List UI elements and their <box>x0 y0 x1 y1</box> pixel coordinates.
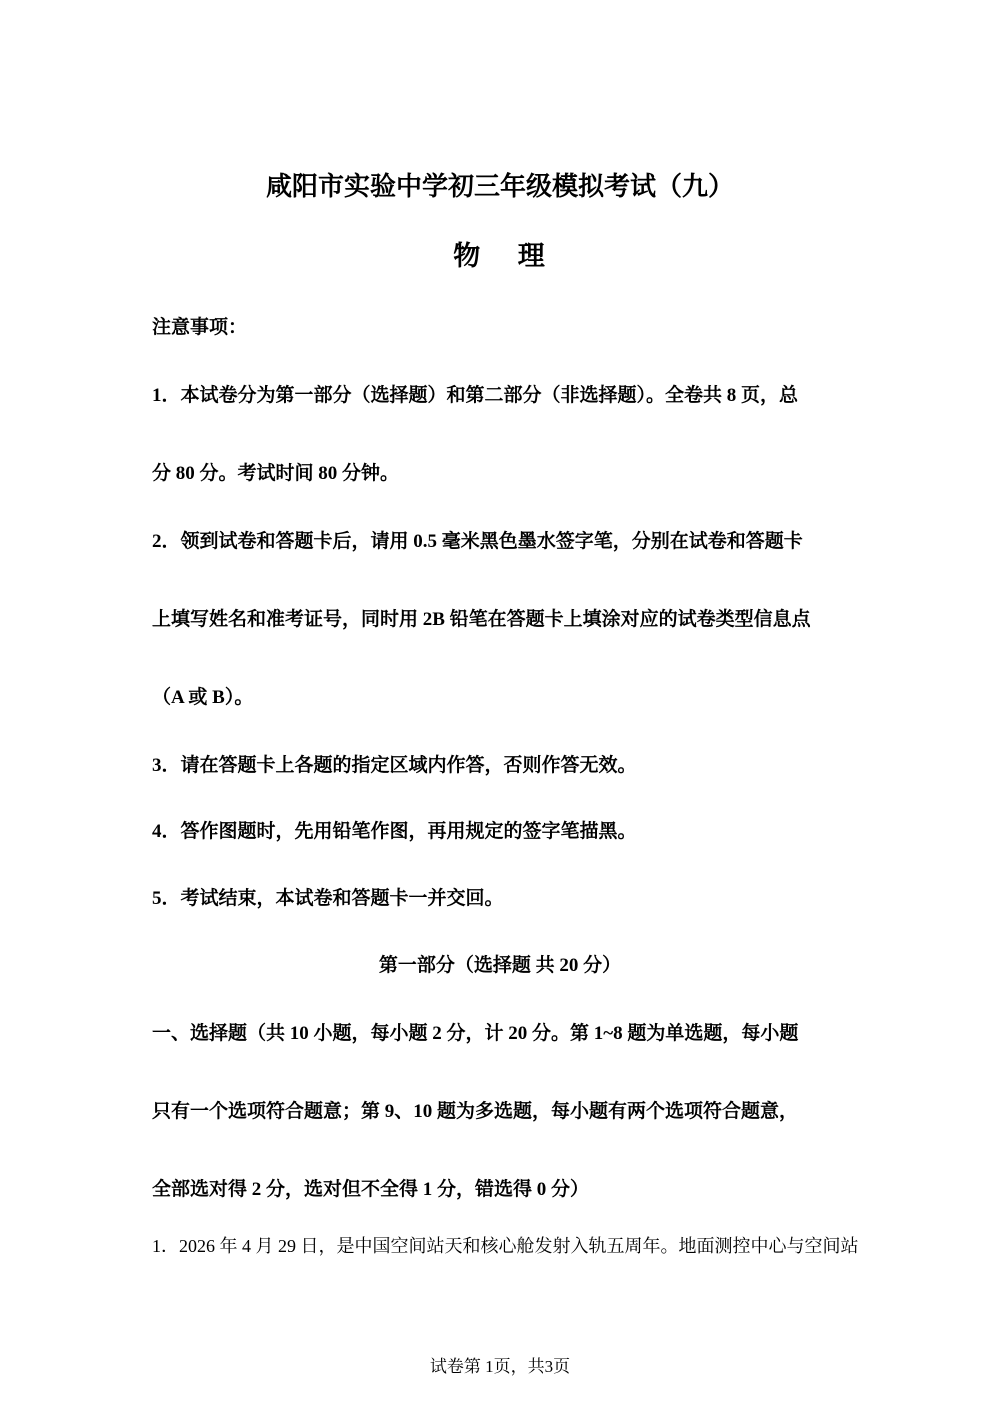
part1-heading: 第一部分（选择题 共 20 分） <box>378 955 622 976</box>
note-line: 上填写姓名和准考证号，同时用 2B 铅笔在答题卡上填涂对应的试卷类型信息点 <box>152 609 811 630</box>
section-instruction-line: 全部选对得 2 分，选对但不全得 1 分，错选得 0 分） <box>152 1179 590 1200</box>
question-1-text: 1．2026 年 4 月 29 日，是中国空间站天和核心舱发射入轨五周年。地面测控中心与空间站 <box>152 1236 859 1256</box>
note-line: 2．领到试卷和答题卡后，请用 0.5 毫米黑色墨水签字笔，分别在试卷和答题卡 <box>152 531 803 552</box>
exam-title: 咸阳市实验中学初三年级模拟考试（九） <box>265 172 734 202</box>
note-line: （A 或 B）。 <box>152 687 254 708</box>
section-instruction-line: 一、选择题（共 10 小题，每小题 2 分，计 20 分。第 1~8 题为单选题，每小题 <box>152 1023 799 1044</box>
note-line: 分 80 分。考试时间 80 分钟。 <box>152 463 400 484</box>
note-line: 1．本试卷分为第一部分（选择题）和第二部分（非选择题）。全卷共 8 页，总 <box>152 385 799 406</box>
notes-heading: 注意事项： <box>152 317 248 338</box>
section-instruction-line: 只有一个选项符合题意；第 9、10 题为多选题，每小题有两个选项符合题意， <box>152 1101 799 1122</box>
exam-subject: 物 理 <box>453 241 559 272</box>
note-line: 5．考试结束，本试卷和答题卡一并交回。 <box>152 888 504 909</box>
note-line: 3．请在答题卡上各题的指定区域内作答，否则作答无效。 <box>152 755 637 776</box>
note-line: 4．答作图题时，先用铅笔作图，再用规定的签字笔描黑。 <box>152 821 637 842</box>
page-footer: 试卷第 1页，共3页 <box>429 1357 571 1376</box>
